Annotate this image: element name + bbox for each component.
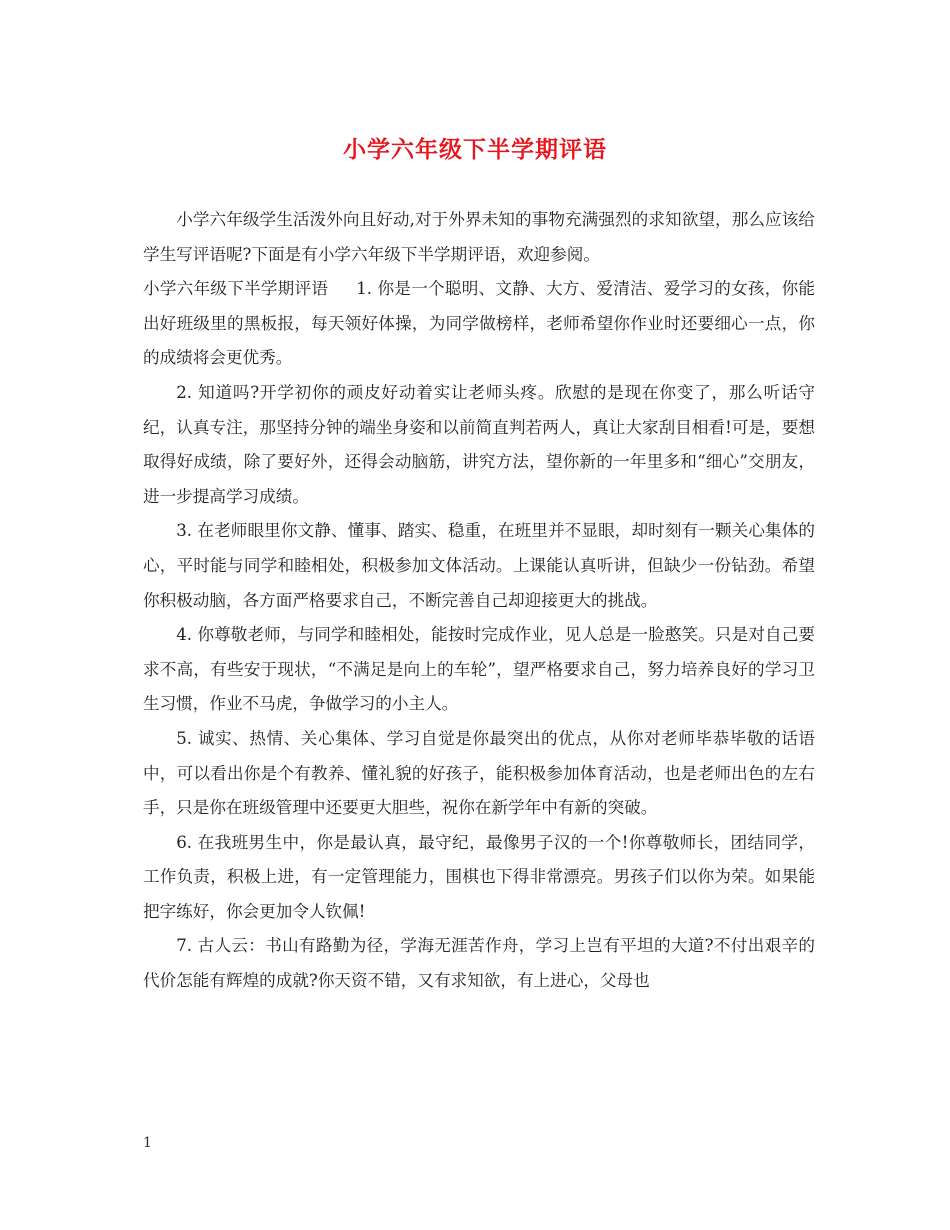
document-title: 小学六年级下半学期评语 (343, 136, 607, 163)
comment-item-3: 3. 在老师眼里你文静、懂事、踏实、稳重，在班里并不显眼，却时刻有一颗关心集体的心，平时能与同学和睦相处，积极参加文体活动。上课能认真听讲，但缺少一份钻劲。希望你积极动脑，各方面严格要求自己，不断完善自己却迎接更大的挑战。 (143, 521, 815, 610)
comment-item-7: 7. 古人云：书山有路勤为径，学海无涯苦作舟，学习上岂有平坦的大道?不付出艰辛的代价怎能有辉煌的成就?你天资不错，又有求知欲，有上进心，父母也 (143, 936, 815, 991)
first-item-paragraph (143, 272, 815, 376)
intro-paragraph: 小学六年级学生活泼外向且好动,对于外界未知的事物充满强烈的求知欲望，那么应该给学生写评语呢?下面是有小学六年级下半学期评语，欢迎参阅。 (143, 210, 815, 264)
document-body (143, 203, 815, 999)
comment-item-1: 1. 你是一个聪明、文静、大方、爱清洁、爱学习的女孩，你能出好班级里的黑板报，每天领好体操，为同学做榜样，老师希望你作业时还要细心一点，你的成绩将会更优秀。 (143, 279, 815, 368)
section-label: 小学六年级下半学期评语 (143, 279, 329, 299)
comment-item-2: 2. 知道吗?开学初你的顽皮好动着实让老师头疼。欣慰的是现在你变了，那么听话守纪，认真专注，那坚持分钟的端坐身姿和以前简直判若两人，真让大家刮目相看!可是，要想取得好成绩，除了要好外，还得会动脑筋，讲究方法，望你新的一年里多和“细心”交朋友，进一步提高学习成绩。 (143, 382, 815, 506)
page-number: 1 (143, 1135, 152, 1151)
comment-item-5: 5. 诚实、热情、关心集体、学习自觉是你最突出的优点，从你对老师毕恭毕敬的话语中，可以看出你是个有教养、懂礼貌的好孩子，能积极参加体育活动，也是老师出色的左右手，只是你在班级管理中还要更大胆些，祝你在新学年中有新的突破。 (143, 728, 815, 818)
comment-item-6: 6. 在我班男生中，你是最认真，最守纪，最像男子汉的一个!你尊敬师长，团结同学，工作负责，积极上进，有一定管理能力，围棋也下得非常漂亮。男孩子们以你为荣。如果能把字练好，你会更加令人钦佩! (143, 832, 815, 921)
comment-item-4: 4. 你尊敬老师，与同学和睦相处，能按时完成作业，见人总是一脸憨笑。只是对自己要求不高，有些安于现状，“不满足是向上的车轮”，望严格要求自己，努力培养良好的学习卫生习惯，作业不马虎，争做学习的小主人。 (143, 625, 815, 714)
